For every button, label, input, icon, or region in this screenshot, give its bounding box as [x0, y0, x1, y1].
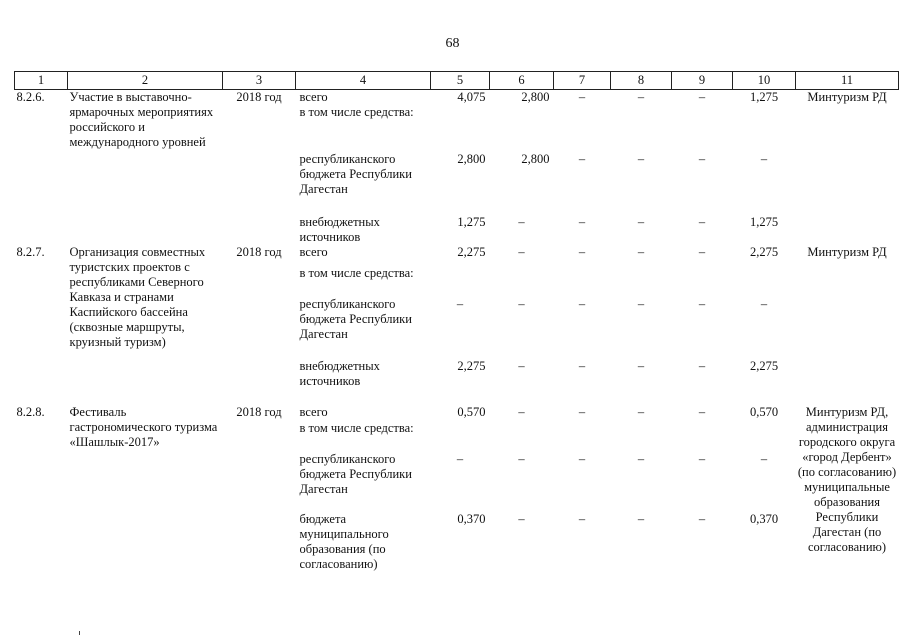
value-col-6: –: [518, 512, 525, 526]
value-col-5: 2,275: [457, 245, 486, 259]
value-col-9: [672, 266, 733, 297]
funding-source: внебюджетных источников: [299, 215, 380, 244]
value-col-6: 2,800: [521, 152, 550, 166]
value-col-8: –: [637, 297, 645, 311]
program-table: [14, 71, 899, 599]
value-col-5: –: [456, 452, 464, 466]
funding-source: республиканского бюджета Республики Дагестан: [299, 152, 412, 196]
funding-source: в том числе средства:: [299, 105, 414, 119]
value-col-8: [611, 105, 672, 152]
table-row: [15, 90, 899, 246]
value-col-8: [611, 421, 672, 452]
value-col-10: –: [760, 452, 768, 466]
value-col-10: –: [760, 152, 768, 166]
value-col-10: [733, 105, 796, 152]
value-col-6: –: [518, 215, 525, 229]
item-code: 8.2.8.: [16, 405, 45, 419]
value-col-9: –: [698, 152, 706, 166]
funding-row: [296, 452, 796, 512]
value-col-7: –: [578, 215, 586, 229]
value-col-5: [431, 421, 490, 452]
value-col-7: –: [578, 90, 586, 104]
value-col-8: –: [637, 359, 645, 373]
value-col-10: 1,275: [749, 215, 779, 229]
value-col-5: 0,370: [457, 512, 486, 526]
value-col-6: –: [518, 452, 525, 466]
value-col-9: –: [698, 512, 706, 526]
table-row: [15, 405, 899, 599]
value-col-8: –: [637, 215, 645, 229]
value-col-7: [554, 105, 611, 152]
item-name: Участие в выставочно-ярмарочных мероприятиях российского и международного уровней: [69, 90, 214, 149]
value-col-10: 0,370: [749, 512, 779, 526]
value-col-9: –: [698, 245, 706, 259]
value-col-8: –: [637, 152, 645, 166]
value-col-10: [733, 266, 796, 297]
item-name: Фестиваль гастрономического туризма «Шашлык-2017»: [69, 405, 218, 449]
item-year: 2018 год: [236, 245, 282, 259]
funding-row: [296, 215, 796, 245]
funding-row: [296, 421, 796, 452]
col-header-5: 5: [431, 72, 490, 90]
value-col-9: –: [698, 90, 706, 104]
value-col-5: 1,275: [457, 215, 486, 229]
value-col-8: –: [637, 405, 645, 419]
funding-row: [296, 512, 796, 599]
col-header-1: 1: [15, 72, 68, 90]
col-header-2: 2: [68, 72, 223, 90]
value-col-10: [733, 421, 796, 452]
value-col-6: –: [518, 297, 525, 311]
funding-source: республиканского бюджета Республики Дагестан: [299, 297, 412, 341]
item-name: Организация совместных туристских проектов с республиками Северного Кавказа и странами Каспийского бассейна (сквозные маршруты, круизный туризм): [69, 245, 206, 349]
col-header-11: 11: [796, 72, 899, 90]
value-col-6: [490, 421, 554, 452]
value-col-6: –: [518, 245, 525, 259]
value-col-5: 2,800: [457, 152, 486, 166]
item-executor: Минтуризм РД: [807, 245, 887, 259]
column-number-header: [15, 72, 899, 90]
funding-breakdown: [296, 405, 796, 599]
value-col-9: –: [698, 297, 706, 311]
value-col-9: [672, 105, 733, 152]
value-col-10: 1,275: [749, 90, 779, 104]
funding-source: всего: [299, 90, 328, 104]
item-code: 8.2.6.: [16, 90, 45, 104]
value-col-6: –: [518, 359, 525, 373]
col-header-4: 4: [296, 72, 431, 90]
scan-mark: [79, 631, 80, 635]
col-header-3: 3: [223, 72, 296, 90]
value-col-5: [431, 266, 490, 297]
funding-source: в том числе средства:: [299, 421, 414, 435]
value-col-8: [611, 266, 672, 297]
value-col-5: [431, 105, 490, 152]
col-header-7: 7: [554, 72, 611, 90]
value-col-9: –: [698, 215, 706, 229]
funding-row: [296, 405, 796, 421]
value-col-7: –: [578, 452, 586, 466]
value-col-8: –: [637, 245, 645, 259]
value-col-10: 2,275: [749, 245, 779, 259]
value-col-10: 2,275: [749, 359, 779, 373]
item-code: 8.2.7.: [16, 245, 45, 259]
value-col-6: –: [518, 405, 525, 419]
value-col-6: 2,800: [521, 90, 550, 104]
value-col-9: [672, 421, 733, 452]
value-col-7: –: [578, 359, 586, 373]
item-year: 2018 год: [236, 405, 282, 419]
funding-source: внебюджетных источников: [299, 359, 380, 388]
value-col-8: –: [637, 452, 645, 466]
value-col-5: 0,570: [457, 405, 486, 419]
value-col-5: 4,075: [457, 90, 486, 104]
value-col-7: –: [578, 152, 586, 166]
value-col-9: –: [698, 452, 706, 466]
funding-row: [296, 245, 796, 266]
value-col-7: –: [578, 297, 586, 311]
value-col-9: –: [698, 405, 706, 419]
table-row: [15, 245, 899, 405]
value-col-5: 2,275: [457, 359, 486, 373]
funding-row: [296, 359, 796, 405]
value-col-7: [554, 266, 611, 297]
col-header-10: 10: [733, 72, 796, 90]
funding-source: в том числе средства:: [299, 266, 414, 280]
value-col-9: –: [698, 359, 706, 373]
col-header-8: 8: [611, 72, 672, 90]
item-executor: Минтуризм РД: [807, 90, 887, 104]
value-col-8: –: [637, 90, 645, 104]
funding-breakdown: [296, 245, 796, 405]
value-col-7: [554, 421, 611, 452]
funding-row: [296, 297, 796, 359]
value-col-6: [490, 266, 554, 297]
value-col-7: –: [578, 245, 586, 259]
col-header-6: 6: [490, 72, 554, 90]
funding-source: всего: [299, 245, 328, 259]
value-col-7: –: [578, 405, 586, 419]
funding-row: [296, 105, 796, 152]
value-col-8: –: [637, 512, 645, 526]
value-col-10: 0,570: [749, 405, 779, 419]
funding-source: республиканского бюджета Республики Дагестан: [299, 452, 412, 496]
funding-breakdown: [296, 90, 796, 246]
item-year: 2018 год: [236, 90, 282, 104]
value-col-7: –: [578, 512, 586, 526]
value-col-5: –: [456, 297, 464, 311]
value-col-6: [490, 105, 554, 152]
funding-row: [296, 90, 796, 105]
value-col-10: –: [760, 297, 768, 311]
item-executor: Минтуризм РД, администрация городского округа «город Дербент» (по согласованию) муниципальные образования Республики Дагестан (по согласованию): [797, 405, 897, 554]
funding-source: бюджета муниципального образования (по согласованию): [299, 512, 389, 571]
funding-source: всего: [299, 405, 328, 419]
col-header-9: 9: [672, 72, 733, 90]
page-number: 68: [445, 36, 460, 51]
funding-row: [296, 152, 796, 215]
funding-row: [296, 266, 796, 297]
